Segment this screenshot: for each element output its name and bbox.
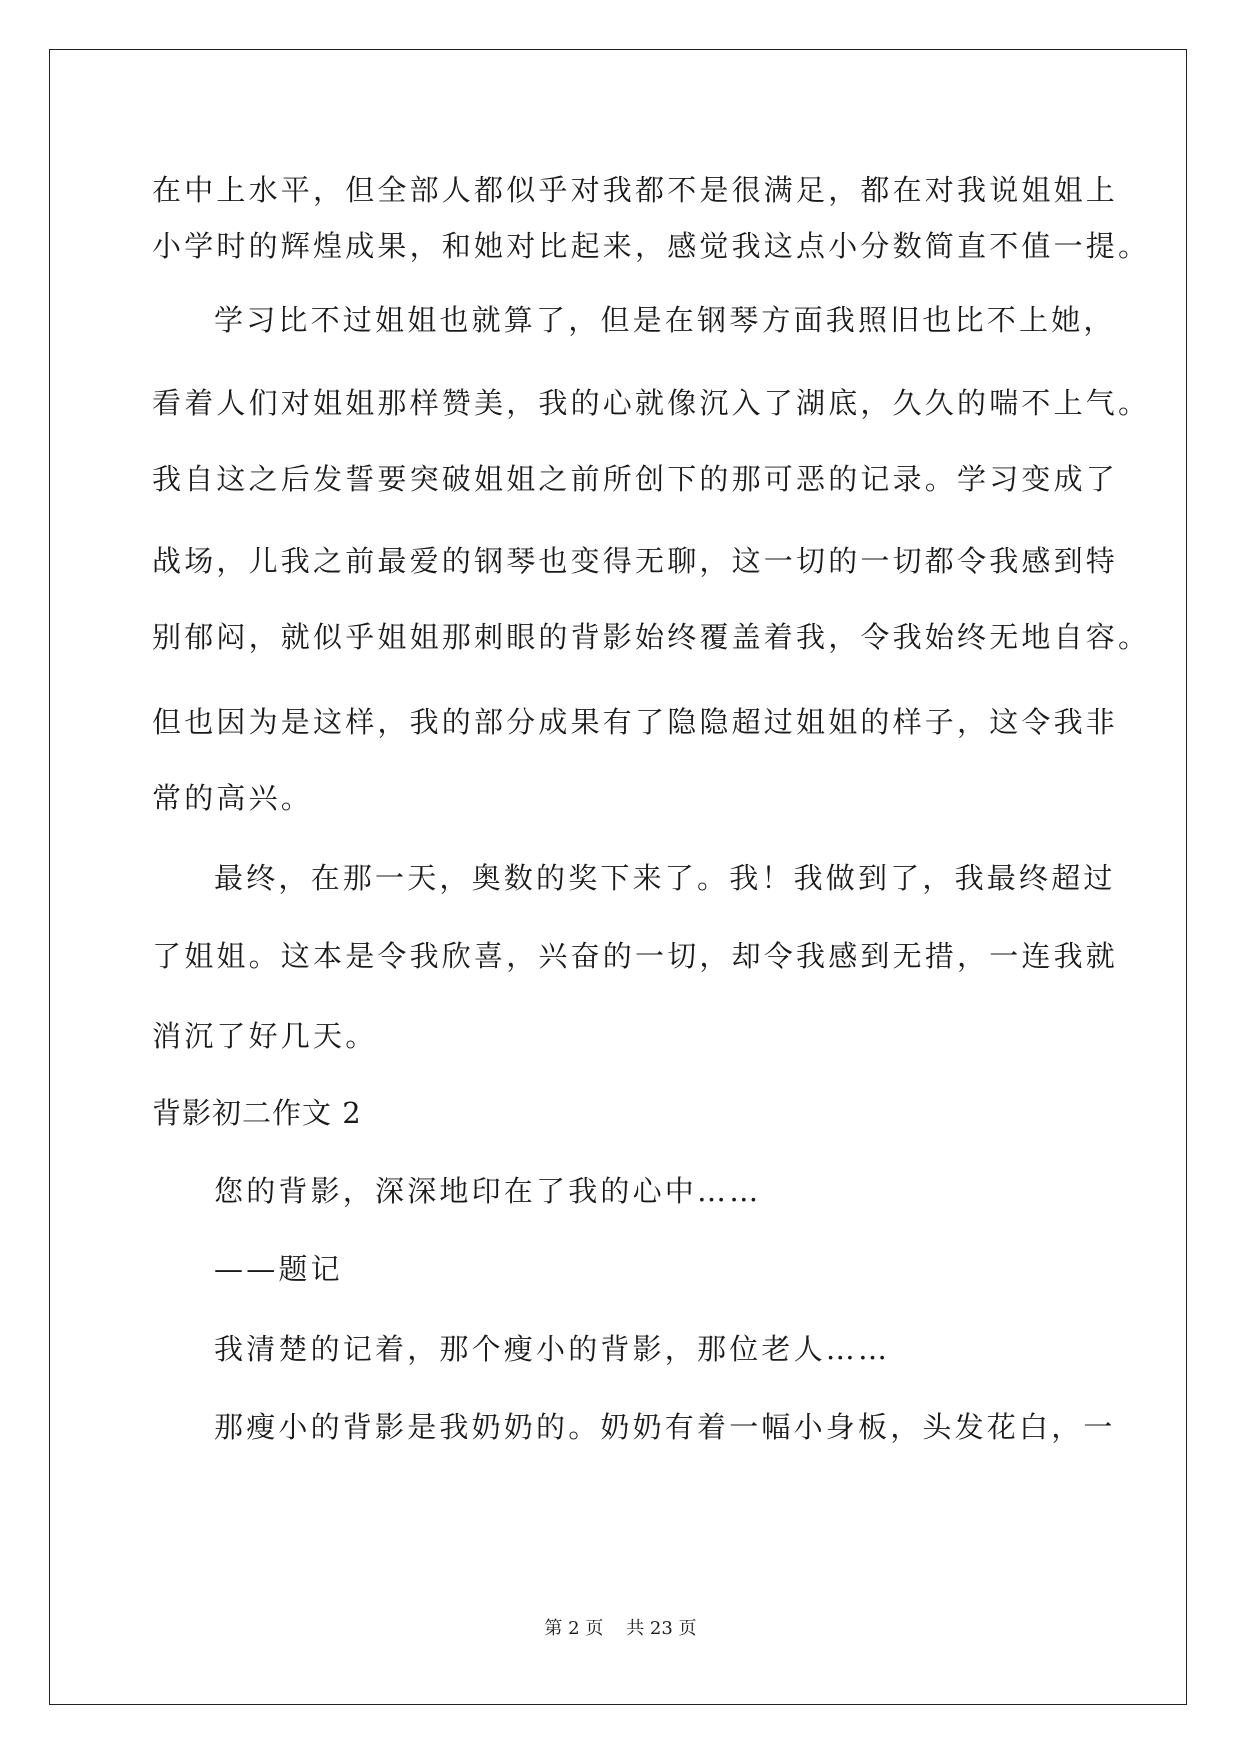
text-line: 了姐姐。这本是令我欣喜，兴奋的一切，却令我感到无措，一连我就	[152, 939, 1119, 973]
text-line: 常的高兴。	[152, 781, 314, 815]
epigraph-attribution: ——题记	[214, 1252, 343, 1286]
text-line: 战场，儿我之前最爱的钢琴也变得无聊，这一切的一切都令我感到特	[152, 544, 1119, 578]
text-line: 我清楚的记着，那个瘦小的背影，那位老人……	[214, 1332, 891, 1366]
text-line: 别郁闷，就似乎姐姐那刺眼的背影始终覆盖着我，令我始终无地自容。	[152, 620, 1151, 654]
page-footer	[0, 1617, 1241, 1641]
text-line: 在中上水平，但全部人都似乎对我都不是很满足，都在对我说姐姐上	[152, 173, 1119, 207]
text-line: 学习比不过姐姐也就算了，但是在钢琴方面我照旧也比不上她，	[214, 303, 1116, 337]
text-line: 您的背影，深深地印在了我的心中……	[214, 1174, 762, 1208]
text-line: 消沉了好几天。	[152, 1019, 378, 1053]
text-line: 那瘦小的背影是我奶奶的。奶奶有着一幅小身板，头发花白，一	[214, 1410, 1116, 1444]
text-line: 小学时的辉煌成果，和她对比起来，感觉我这点小分数简直不值一提。	[152, 229, 1151, 263]
text-line: 最终，在那一天，奥数的奖下来了。我！我做到了，我最终超过	[214, 861, 1116, 895]
page-number: 第 2 页 共 23 页	[544, 1618, 697, 1639]
text-line: 但也因为是这样，我的部分成果有了隐隐超过姐姐的样子，这令我非	[152, 705, 1119, 739]
text-line: 看着人们对姐姐那样赞美，我的心就像沉入了湖底，久久的喘不上气。	[152, 386, 1151, 420]
section-heading: 背影初二作文 2	[152, 1096, 362, 1130]
text-line: 我自这之后发誓要突破姐姐之前所创下的那可恶的记录。学习变成了	[152, 462, 1119, 496]
